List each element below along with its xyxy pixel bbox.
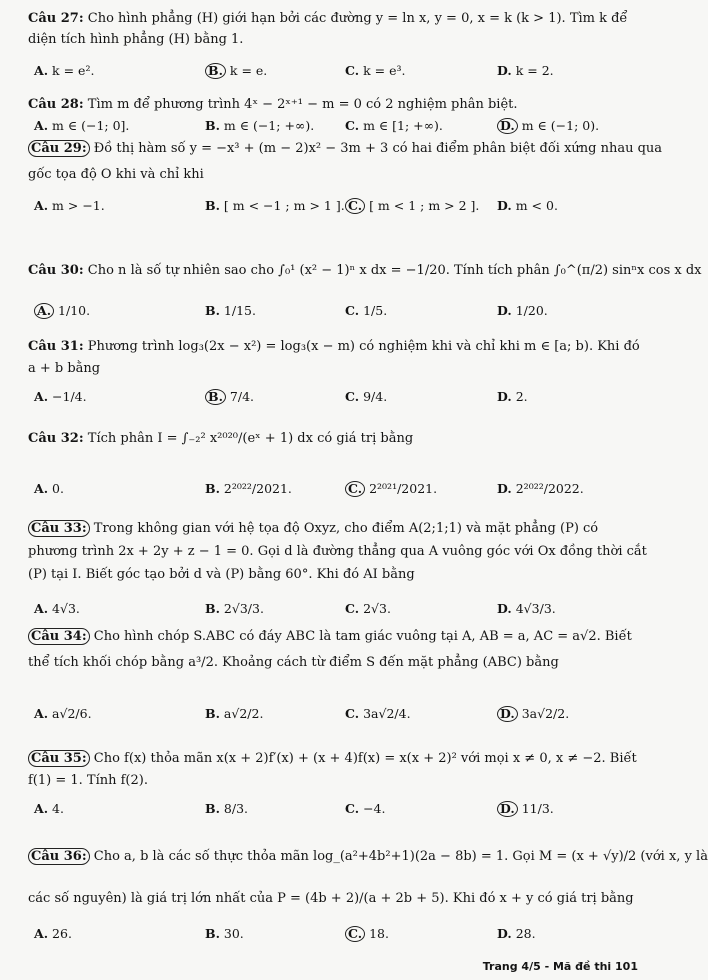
option-text: 30.	[223, 926, 244, 941]
option-label: D.	[497, 198, 512, 213]
option-label: B.	[205, 118, 220, 133]
answer-option-b[interactable]	[205, 302, 256, 320]
option-label: C.	[345, 118, 360, 133]
question-text: Tích phân I = ∫₋₂² x²⁰²⁰/(eˣ + 1) dx có giá trị bằng	[87, 431, 414, 446]
option-label: B.	[205, 63, 226, 79]
option-label: A.	[34, 389, 49, 404]
question-text-line	[28, 750, 638, 768]
answer-option-b[interactable]	[205, 480, 292, 498]
answer-option-c[interactable]	[345, 117, 443, 135]
option-text: 2√3/3.	[223, 601, 264, 616]
question-text: Cho hình phẳng (H) giới hạn bởi các đường y = ln x, y = 0, x = k (k > 1). Tìm k để	[87, 11, 628, 26]
answer-option-d[interactable]	[497, 600, 556, 618]
answer-option-a[interactable]	[34, 117, 129, 135]
option-text: m ∈ [1; +∞).	[363, 118, 443, 133]
option-text: −1/4.	[52, 389, 87, 404]
option-text: m ∈ (−1; +∞).	[223, 118, 315, 133]
question-number: Câu 32:	[28, 431, 84, 446]
answer-option-a[interactable]	[34, 197, 105, 215]
answer-option-b[interactable]	[205, 925, 244, 943]
question-number: Câu 33:	[28, 520, 90, 537]
answer-option-a[interactable]	[34, 800, 64, 818]
question-text-line	[28, 848, 708, 866]
answer-option-c[interactable]	[345, 705, 411, 723]
question-text: Cho n là số tự nhiên sao cho ∫₀¹ (x² − 1)ⁿ x dx = −1/20. Tính tích phân ∫₀^(π/2) sinⁿx cos x dx	[87, 263, 702, 278]
option-text: k = e².	[52, 63, 95, 78]
question-text: Trong không gian với hệ tọa độ Oxyz, cho điểm A(2;1;1) và mặt phẳng (P) có	[93, 521, 599, 536]
option-label: C.	[345, 198, 365, 214]
option-label: D.	[497, 601, 512, 616]
option-text: a√2/2.	[223, 706, 264, 721]
option-text: −4.	[363, 801, 386, 816]
option-text: 2²⁰²²/2021.	[223, 481, 292, 496]
option-label: C.	[345, 926, 365, 942]
option-text: 9/4.	[363, 389, 388, 404]
question-text-line	[28, 772, 638, 790]
answer-option-b[interactable]	[205, 197, 345, 215]
option-label: B.	[205, 706, 220, 721]
question-text-line	[28, 96, 638, 114]
question-number: Câu 34:	[28, 628, 90, 645]
answer-option-d[interactable]	[497, 705, 569, 723]
question-text-line	[28, 628, 638, 646]
answer-option-c[interactable]	[345, 388, 387, 406]
option-text: m < 0.	[515, 198, 558, 213]
answer-option-a[interactable]	[34, 600, 80, 618]
option-label: C.	[345, 801, 360, 816]
answer-option-b[interactable]	[205, 705, 263, 723]
answer-option-d[interactable]	[497, 388, 528, 406]
option-text: 2.	[515, 389, 528, 404]
question-text-line	[28, 262, 702, 280]
option-text: 4.	[52, 801, 64, 816]
answer-option-d[interactable]	[497, 800, 554, 818]
answer-option-a[interactable]	[34, 62, 94, 80]
option-label: D.	[497, 303, 512, 318]
question-text: thể tích khối chóp bằng a³/2. Khoảng cách từ điểm S đến mặt phẳng (ABC) bằng	[28, 655, 559, 670]
answer-option-d[interactable]	[497, 302, 548, 320]
option-text: m > −1.	[52, 198, 105, 213]
question-text: Cho a, b là các số thực thỏa mãn log_(a²+4b²+1)(2a − 8b) = 1. Gọi M = (x + √y)/2 (với x, y là	[93, 849, 708, 864]
answer-option-c[interactable]	[345, 925, 389, 943]
option-label: A.	[34, 706, 49, 721]
question-text-line	[28, 654, 638, 672]
option-label: A.	[34, 63, 49, 78]
answer-option-a[interactable]	[34, 705, 92, 723]
option-text: 1/20.	[515, 303, 548, 318]
question-text: Tìm m để phương trình 4ˣ − 2ˣ⁺¹ − m = 0 có 2 nghiệm phân biệt.	[87, 97, 518, 112]
answer-option-b[interactable]	[205, 388, 254, 406]
question-text: Cho f(x) thỏa mãn x(x + 2)f′(x) + (x + 4)f(x) = x(x + 2)² với mọi x ≠ 0, x ≠ −2. Biết	[93, 751, 637, 766]
answer-option-d[interactable]	[497, 117, 599, 135]
option-label: A.	[34, 303, 54, 319]
option-text: k = 2.	[515, 63, 554, 78]
option-label: A.	[34, 801, 49, 816]
option-text: 8/3.	[223, 801, 248, 816]
question-number: Câu 35:	[28, 750, 90, 767]
option-text: a√2/6.	[52, 706, 92, 721]
option-label: D.	[497, 63, 512, 78]
question-text: Đồ thị hàm số y = −x³ + (m − 2)x² − 3m + 3 có hai điểm phân biệt đối xứng nhau qua	[93, 141, 663, 156]
option-label: A.	[34, 601, 49, 616]
option-label: D.	[497, 801, 518, 817]
option-text: 26.	[52, 926, 72, 941]
question-text-line	[28, 566, 638, 584]
question-text-line	[28, 31, 638, 49]
question-text-line	[28, 10, 638, 28]
question-number: Câu 36:	[28, 848, 90, 865]
answer-option-d[interactable]	[497, 197, 558, 215]
option-label: C.	[345, 601, 360, 616]
answer-option-b[interactable]	[205, 117, 314, 135]
answer-option-a[interactable]	[34, 925, 72, 943]
question-number: Câu 31:	[28, 339, 84, 354]
answer-option-c[interactable]	[345, 302, 387, 320]
option-text: 3a√2/2.	[521, 706, 570, 721]
option-label: B.	[205, 303, 220, 318]
answer-option-b[interactable]	[205, 800, 248, 818]
option-text: m ∈ (−1; 0].	[52, 118, 130, 133]
option-label: D.	[497, 706, 518, 722]
option-label: D.	[497, 926, 512, 941]
question-text: (P) tại I. Biết góc tạo bởi d và (P) bằng 60°. Khi đó AI bằng	[28, 567, 415, 582]
option-text: k = e³.	[363, 63, 406, 78]
option-label: D.	[497, 389, 512, 404]
question-text-line	[28, 543, 647, 561]
answer-option-c[interactable]	[345, 62, 405, 80]
option-label: D.	[497, 118, 518, 134]
question-text-line	[28, 520, 638, 538]
answer-option-a[interactable]	[34, 302, 90, 320]
option-label: B.	[205, 198, 220, 213]
option-text: 7/4.	[229, 389, 254, 404]
option-text: 3a√2/4.	[363, 706, 411, 721]
question-text-line	[28, 360, 638, 378]
option-label: A.	[34, 481, 49, 496]
answer-option-d[interactable]	[497, 480, 584, 498]
option-label: D.	[497, 481, 512, 496]
option-text: 2²⁰²¹/2021.	[369, 481, 438, 496]
question-number: Câu 28:	[28, 97, 84, 112]
question-number: Câu 30:	[28, 263, 84, 278]
option-label: C.	[345, 389, 360, 404]
option-label: C.	[345, 706, 360, 721]
option-text: 1/10.	[58, 303, 91, 318]
question-text: các số nguyên) là giá trị lớn nhất của P = (4b + 2)/(a + 2b + 5). Khi đó x + y có giá trị bằng	[28, 891, 634, 906]
question-text: phương trình 2x + 2y + z − 1 = 0. Gọi d là đường thẳng qua A vuông góc với Ox đồng thời cắt	[28, 544, 647, 559]
option-label: A.	[34, 198, 49, 213]
option-text: 4√3.	[52, 601, 80, 616]
option-label: A.	[34, 118, 49, 133]
option-label: B.	[205, 601, 220, 616]
option-text: k = e.	[229, 63, 268, 78]
question-text: f(1) = 1. Tính f(2).	[28, 773, 148, 788]
question-text: Phương trình log₃(2x − x²) = log₃(x − m) có nghiệm khi và chỉ khi m ∈ [a; b). Khi đó	[87, 339, 640, 354]
option-text: 11/3.	[521, 801, 554, 816]
page-footer: Trang 4/5 - Mã đề thi 101	[482, 960, 638, 973]
option-label: B.	[205, 801, 220, 816]
option-text: 0.	[52, 481, 64, 496]
question-text: Cho hình chóp S.ABC có đáy ABC là tam giác vuông tại A, AB = a, AC = a√2. Biết	[93, 629, 632, 644]
option-label: B.	[205, 481, 220, 496]
option-label: B.	[205, 926, 220, 941]
answer-option-c[interactable]	[345, 197, 479, 215]
question-text: a + b bằng	[28, 361, 101, 376]
question-text-line	[28, 430, 638, 448]
option-label: B.	[205, 389, 226, 405]
option-text: 18.	[369, 926, 389, 941]
answer-option-b[interactable]	[205, 600, 264, 618]
question-number: Câu 29:	[28, 140, 90, 157]
option-label: C.	[345, 303, 360, 318]
answer-option-d[interactable]	[497, 62, 554, 80]
option-text: 2√3.	[363, 601, 391, 616]
answer-option-a[interactable]	[34, 480, 64, 498]
question-number: Câu 27:	[28, 11, 84, 26]
option-text: 28.	[515, 926, 536, 941]
option-text: [ m < −1 ; m > 1 ].	[223, 198, 345, 213]
answer-option-c[interactable]	[345, 600, 391, 618]
question-text-line	[28, 166, 638, 184]
option-text: [ m < 1 ; m > 2 ].	[369, 198, 480, 213]
answer-option-b[interactable]	[205, 62, 267, 80]
question-text-line	[28, 890, 638, 908]
option-text: 1/15.	[223, 303, 256, 318]
question-text: gốc tọa độ O khi và chỉ khi	[28, 167, 204, 182]
option-label: C.	[345, 63, 360, 78]
option-label: C.	[345, 481, 365, 497]
option-label: A.	[34, 926, 49, 941]
answer-option-a[interactable]	[34, 388, 87, 406]
question-text-line	[28, 140, 663, 158]
answer-option-c[interactable]	[345, 800, 385, 818]
answer-option-d[interactable]	[497, 925, 536, 943]
option-text: m ∈ (−1; 0).	[521, 118, 600, 133]
answer-option-c[interactable]	[345, 480, 437, 498]
option-text: 4√3/3.	[515, 601, 556, 616]
question-text-line	[28, 338, 638, 356]
option-text: 2²⁰²²/2022.	[515, 481, 584, 496]
question-text: diện tích hình phẳng (H) bằng 1.	[28, 32, 244, 47]
option-text: 1/5.	[363, 303, 388, 318]
